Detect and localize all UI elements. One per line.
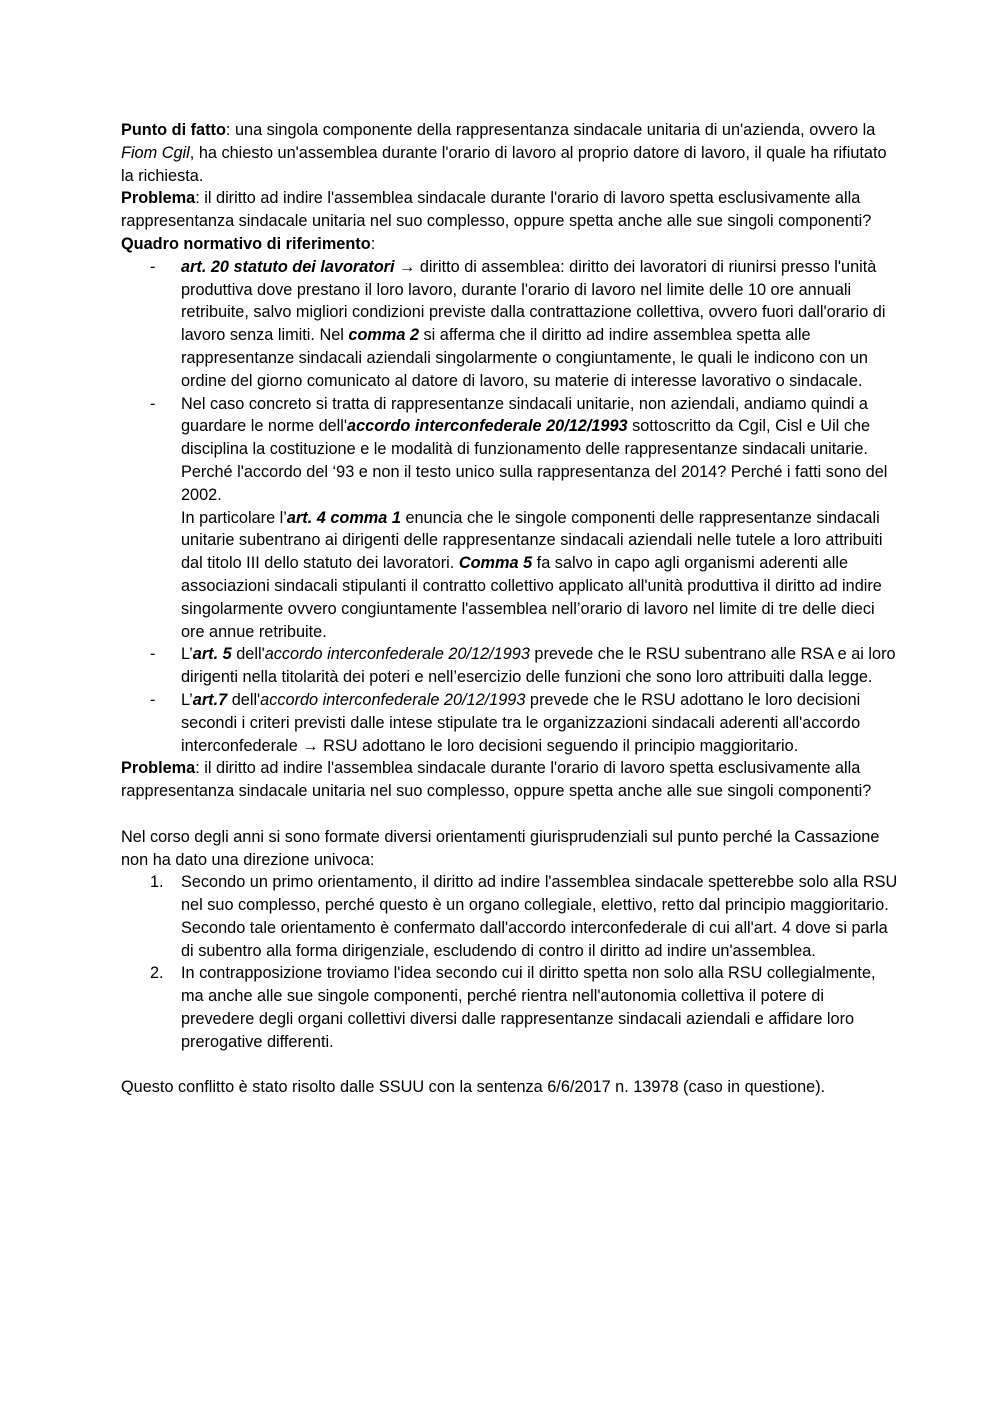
- label-punto-di-fatto: Punto di fatto: [121, 121, 226, 139]
- list-item: - L’art. 5 dell'accordo interconfederale 20/12/1993 prevede che le RSU subentrano alle RSA e ai loro dirigenti nella titolarità dei poteri e nell’esercizio delle funzioni che sono loro attribuiti dalla legge.: [150, 645, 896, 687]
- number-marker: 2.: [150, 964, 164, 983]
- bullet-marker: -: [150, 690, 156, 709]
- number-marker: 1.: [150, 873, 164, 892]
- bullet-marker: -: [150, 257, 156, 276]
- list-item: 2. In contrapposizione troviamo l'idea secondo cui il diritto spetta non solo alla RSU collegialmente, ma anche alle sue singole componenti, perché rientra nell'autonomia collettiva il potere di prevedere degli organi collettivi diversi dalle rappresentanze sindacali aziendali e affidare loro prerogative differenti.: [150, 964, 876, 1051]
- paragraph-quadro-normativo: Quadro normativo di riferimento:: [121, 234, 376, 253]
- paragraph-punto-di-fatto: Punto di fatto: una singola componente della rappresentanza sindacale unitaria di un'azienda, ovvero la Fiom Cgil, ha chiesto un'assemblea durante l'orario di lavoro al proprio datore di lavoro, il quale ha rifiutato la richiesta.: [121, 121, 887, 185]
- paragraph-orientamenti: Nel corso degli anni si sono formate diversi orientamenti giurisprudenziali sul punto perché la Cassazione non ha dato una direzione univoca:: [121, 827, 880, 869]
- bullet-list: [121, 256, 900, 758]
- emphasis-fiom-cgil: Fiom Cgil: [121, 143, 190, 162]
- bullet-marker: -: [150, 645, 156, 664]
- list-item: 1. Secondo un primo orientamento, il diritto ad indire l'assemblea sindacale spetterebbe solo alla RSU nel suo complesso, perché questo è un organo collegiale, elettivo, retto dal principio maggioritario. Secondo tale orientamento è confermato dall'accordo interconfederale di cui all'art. 4 dove si parla di subentro alla forma dirigenziale, escludendo di contro il diritto ad indire un'assemblea.: [150, 873, 898, 960]
- label-problema: Problema: [121, 189, 196, 208]
- list-item: - art. 20 statuto dei lavoratori → diritto di assemblea: diritto dei lavoratori di riunirsi presso l'unità produttiva dove prestano il loro lavoro, durante l'orario di lavoro nel limite delle 10 ore annuali retribuite, salvo migliori condizioni previste dalla contrattazione collettiva, ovvero fuori dall'orario di lavoro senza limiti. Nel comma 2 si afferma che il diritto ad indire assemblea spetta alle rappresentanze sindacali aziendali singolarmente o congiuntamente, le quali le indicono con un ordine del giorno comunicato al datore di lavoro, su materie di interesse lavorativo o sindacale.: [150, 257, 886, 390]
- bullet-marker: -: [150, 394, 156, 413]
- numbered-list: [121, 871, 900, 1053]
- list-item: - Nel caso concreto si tratta di rappresentanze sindacali unitarie, non aziendali, andiamo quindi a guardare le norme dell'accordo interconfederale 20/12/1993 sottoscritto da Cgil, Cisl e Uil che disciplina la costituzione e le modalità di funzionamento delle rappresentanze sindacali unitarie. Perché l'accordo del ‘93 e non il testo unico sulla rappresentanza del 2014? Perché i fatti sono del 2002. In particolare l’art. 4 comma 1 enuncia che le singole componenti delle rappresentanze sindacali unitarie subentrano ai dirigenti delle rappresentanze sindacali aziendali nelle tutele a loro attribuiti dal titolo III dello statuto dei lavoratori. Comma 5 fa salvo in capo agli organismi aderenti alle associazioni sindacali stipulanti il contratto collettivo applicato all'unità produttiva il diritto ad indire singolarmente ovvero congiuntamente l'assemblea nell’orario di lavoro nel limite di tre delle dieci ore annue retribuite.: [150, 394, 888, 641]
- paragraph-problema: Problema: il diritto ad indire l'assemblea sindacale durante l'orario di lavoro spetta esclusivamente alla rappresentanza sindacale unitaria nel suo complesso, oppure spetta anche alle sue singoli componenti?: [121, 189, 872, 231]
- label-quadro-normativo: Quadro normativo di riferimento: [121, 234, 371, 253]
- paragraph-conclusione: Questo conflitto è stato risolto dalle SSUU con la sentenza 6/6/2017 n. 13978 (caso in questione).: [121, 1078, 826, 1097]
- label-problema: Problema: [121, 759, 196, 778]
- paragraph-problema-repeat: Problema: il diritto ad indire l'assemblea sindacale durante l'orario di lavoro spetta esclusivamente alla rappresentanza sindacale unitaria nel suo complesso, oppure spetta anche alle sue singoli componenti?: [121, 759, 872, 801]
- list-item: - L’art.7 dell'accordo interconfederale 20/12/1993 prevede che le RSU adottano le loro decisioni secondi i criteri previsti dalle intese stipulate tra le organizzazioni sindacali aderenti all'accordo interconfederale → RSU adottano le loro decisioni seguendo il principio maggioritario.: [150, 690, 861, 755]
